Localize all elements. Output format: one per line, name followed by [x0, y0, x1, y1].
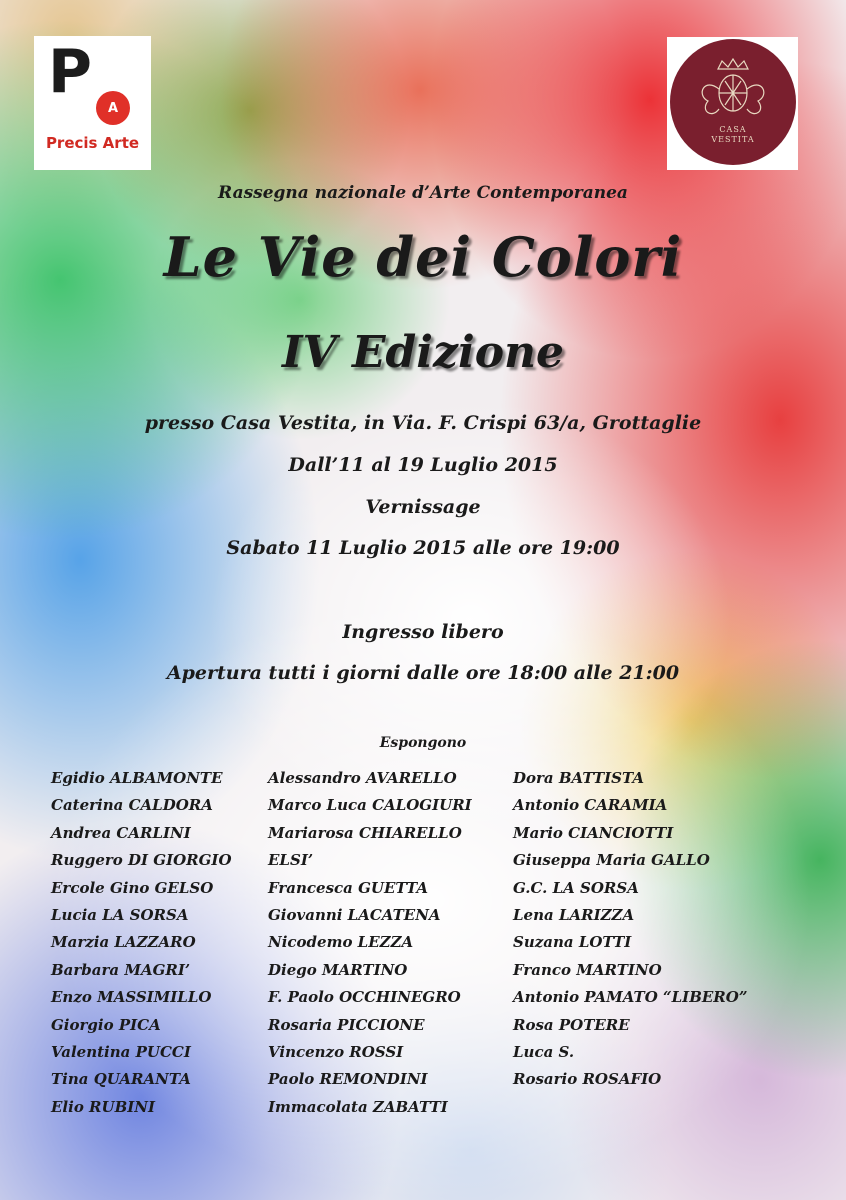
casa-vestita-line1: CASA [719, 125, 747, 134]
artist-name: Tina QUARANTA [51, 1070, 191, 1089]
event-dates: Dall’11 al 19 Luglio 2015 [288, 454, 558, 476]
vernissage-label: Vernissage [365, 496, 481, 518]
vernissage-date: Sabato 11 Luglio 2015 alle ore 19:00 [226, 537, 620, 559]
artist-name: Dora BATTISTA [513, 769, 644, 787]
artist-name: Francesca GUETTA [268, 878, 429, 897]
artist-name: Mario CIANCIOTTI [513, 823, 674, 842]
artist-name: Giovanni LACATENA [268, 906, 441, 925]
artist-name: Caterina CALDORA [51, 796, 213, 815]
artists-column-1 [51, 765, 232, 1121]
artist-name: Ruggero DI GIORGIO [51, 851, 232, 870]
artist-name: Giuseppa Maria GALLO [513, 851, 710, 870]
artist-name: Paolo REMONDINI [268, 1070, 428, 1089]
artist-name: G.C. LA SORSA [513, 878, 639, 897]
artist-name: Marzia LAZZARO [51, 933, 196, 952]
artists-column-2 [268, 765, 472, 1121]
artist-name: Elio RUBINI [51, 1097, 156, 1116]
artist-name: Barbara MAGRI’ [51, 960, 191, 979]
artist-name: Enzo MASSIMILLO [51, 988, 212, 1007]
artist-name: Rosa POTERE [513, 1015, 630, 1034]
artist-name: Mariarosa CHIARELLO [268, 823, 462, 842]
artist-name: Immacolata ZABATTI [268, 1097, 448, 1116]
artist-name: Andrea CARLINI [51, 823, 191, 842]
logo-letter-p: P [48, 37, 92, 107]
artist-name: Giorgio PICA [51, 1015, 161, 1034]
artist-name: Lena LARIZZA [513, 906, 635, 925]
casa-vestita-name [670, 125, 796, 145]
casa-vestita-line2: VESTITA [711, 135, 755, 144]
artist-name: Alessandro AVARELLO [268, 769, 457, 787]
artist-name: Valentina PUCCI [51, 1043, 191, 1062]
artist-name: Rosario ROSAFIO [513, 1070, 662, 1089]
artist-name: Ercole Gino GELSO [51, 878, 214, 897]
logo-letter-a-circle: A [96, 91, 130, 125]
artist-name: Nicodemo LEZZA [268, 933, 414, 952]
artist-name: Franco MARTINO [513, 960, 662, 979]
artist-name: Antonio PAMATO “LIBERO” [513, 988, 748, 1007]
event-title: Le Vie dei Colori [163, 225, 683, 289]
casa-vestita-logo [667, 37, 798, 170]
artist-name: ELSI’ [268, 851, 314, 870]
artists-column-3 [513, 765, 747, 1094]
artist-name: Rosaria PICCIONE [268, 1015, 425, 1034]
venue-address: presso Casa Vestita, in Via. F. Crispi 63/a, Grottaglie [144, 412, 702, 434]
artist-name: Egidio ALBAMONTE [51, 769, 223, 787]
artist-name: Antonio CARAMIA [513, 796, 668, 815]
event-edition: IV Edizione [281, 327, 565, 378]
artist-name: F. Paolo OCCHINEGRO [268, 988, 461, 1007]
opening-hours: Apertura tutti i giorni dalle ore 18:00 alle 21:00 [166, 662, 680, 684]
casa-vestita-emblem [670, 39, 796, 165]
artist-name: Luca S. [513, 1043, 575, 1062]
logo-name: Precis Arte [45, 134, 140, 152]
entry-info: Ingresso libero [342, 621, 504, 643]
artist-name: Marco Luca CALOGIURI [268, 796, 472, 815]
artist-name: Lucia LA SORSA [51, 906, 189, 925]
event-subtitle: Rassegna nazionale d’Arte Contemporanea [218, 183, 628, 203]
artist-name: Vincenzo ROSSI [268, 1043, 404, 1062]
precis-arte-logo [34, 36, 151, 170]
artist-name: Suzana LOTTI [513, 933, 632, 952]
artist-name: Diego MARTINO [268, 960, 408, 979]
artists-heading: Espongono [379, 735, 467, 751]
crest-icon [670, 39, 796, 165]
